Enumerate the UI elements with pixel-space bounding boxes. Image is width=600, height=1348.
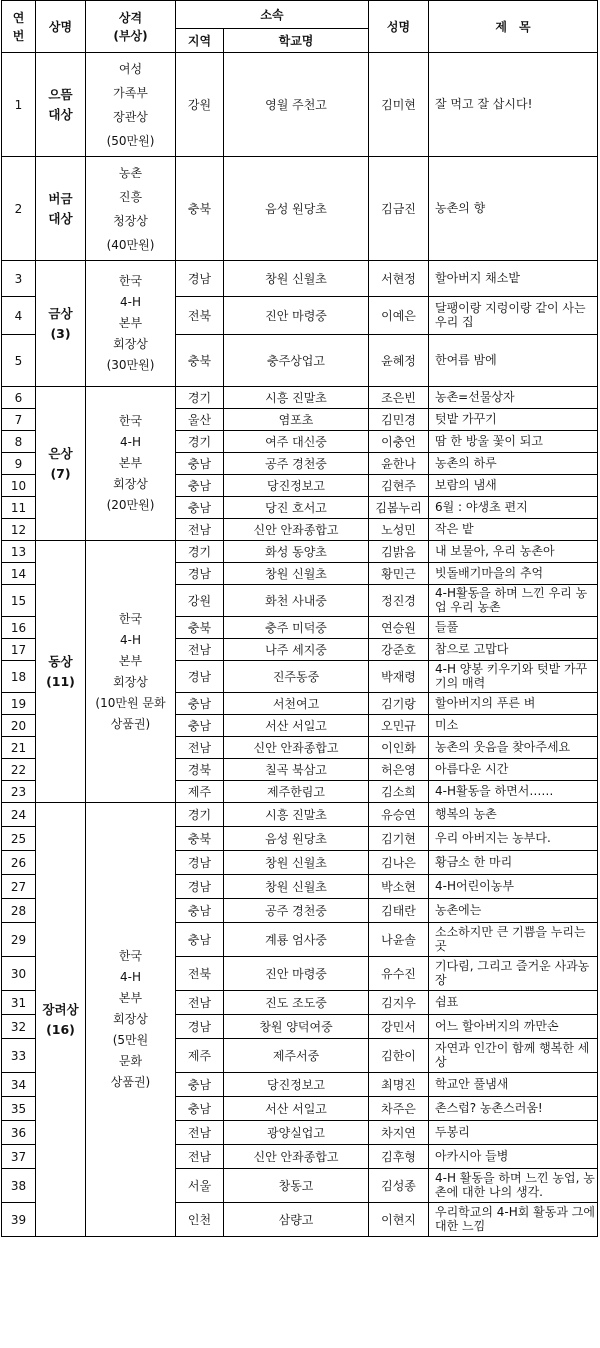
award-name: 장려상 (16) (36, 803, 86, 1237)
region-cell: 인천 (176, 1203, 224, 1237)
name-cell: 김밝음 (369, 541, 429, 563)
region-cell: 충북 (176, 335, 224, 387)
school-cell: 창원 신월초 (224, 261, 369, 297)
school-cell: 당진정보고 (224, 1073, 369, 1097)
region-cell: 제주 (176, 1039, 224, 1073)
title-cell: 아름다운 시간 (429, 759, 598, 781)
title-cell: 할아버지의 푸른 벼 (429, 693, 598, 715)
row-number: 33 (2, 1039, 36, 1073)
row-number: 13 (2, 541, 36, 563)
title-cell: 달팽이랑 지렁이랑 같이 사는 우리 집 (429, 297, 598, 335)
region-cell: 전남 (176, 1145, 224, 1169)
title-cell: 4-H활동을 하면서…… (429, 781, 598, 803)
title-cell: 보람의 냄새 (429, 475, 598, 497)
title-cell: 할아버지 채소밭 (429, 261, 598, 297)
row-number: 15 (2, 585, 36, 617)
region-cell: 충남 (176, 475, 224, 497)
name-cell: 유승연 (369, 803, 429, 827)
title-cell: 농촌=선물상자 (429, 387, 598, 409)
school-cell: 신안 안좌종합고 (224, 1145, 369, 1169)
name-cell: 이충언 (369, 431, 429, 453)
name-cell: 이현지 (369, 1203, 429, 1237)
row-number: 8 (2, 431, 36, 453)
row-number: 24 (2, 803, 36, 827)
region-cell: 경남 (176, 661, 224, 693)
name-cell: 나윤솔 (369, 923, 429, 957)
region-cell: 경기 (176, 541, 224, 563)
region-cell: 경남 (176, 1015, 224, 1039)
region-cell: 전남 (176, 1121, 224, 1145)
title-cell: 농촌의 하루 (429, 453, 598, 475)
school-cell: 서천여고 (224, 693, 369, 715)
title-cell: 행복의 농촌 (429, 803, 598, 827)
school-cell: 광양실업고 (224, 1121, 369, 1145)
table-row (2, 261, 598, 297)
name-cell: 노성민 (369, 519, 429, 541)
row-number: 39 (2, 1203, 36, 1237)
region-cell: 충북 (176, 827, 224, 851)
row-number: 37 (2, 1145, 36, 1169)
school-cell: 창원 신월초 (224, 563, 369, 585)
school-cell: 당진정보고 (224, 475, 369, 497)
school-cell: 제주서중 (224, 1039, 369, 1073)
name-cell: 강민서 (369, 1015, 429, 1039)
region-cell: 경남 (176, 261, 224, 297)
row-number: 7 (2, 409, 36, 431)
name-cell: 김한이 (369, 1039, 429, 1073)
award-grade: 한국 4-H 본부 회장상 (20만원) (86, 387, 176, 541)
award-grade: 한국 4-H 본부 회장상 (30만원) (86, 261, 176, 387)
school-cell: 여주 대신중 (224, 431, 369, 453)
table-row (2, 803, 598, 827)
region-cell: 충남 (176, 693, 224, 715)
row-number: 20 (2, 715, 36, 737)
row-number: 30 (2, 957, 36, 991)
name-cell: 김지우 (369, 991, 429, 1015)
title-cell: 한여름 밤에 (429, 335, 598, 387)
row-number: 28 (2, 899, 36, 923)
region-cell: 전남 (176, 737, 224, 759)
region-cell: 충남 (176, 497, 224, 519)
header-award: 상명 (36, 1, 86, 53)
region-cell: 충남 (176, 1073, 224, 1097)
name-cell: 차주은 (369, 1097, 429, 1121)
row-number: 4 (2, 297, 36, 335)
school-cell: 시흥 진말초 (224, 803, 369, 827)
row-number: 22 (2, 759, 36, 781)
school-cell: 염포초 (224, 409, 369, 431)
school-cell: 창원 양덕여중 (224, 1015, 369, 1039)
region-cell: 서울 (176, 1169, 224, 1203)
header-no: 연 번 (2, 1, 36, 53)
award-name: 은상 (7) (36, 387, 86, 541)
title-cell: 기다림, 그리고 즐거운 사과농장 (429, 957, 598, 991)
row-number: 19 (2, 693, 36, 715)
school-cell: 신안 안좌종합고 (224, 519, 369, 541)
school-cell: 진안 마령중 (224, 297, 369, 335)
title-cell: 농촌에는 (429, 899, 598, 923)
region-cell: 경북 (176, 759, 224, 781)
name-cell: 김금진 (369, 157, 429, 261)
name-cell: 이인화 (369, 737, 429, 759)
title-cell: 내 보물아, 우리 농촌아 (429, 541, 598, 563)
row-number: 27 (2, 875, 36, 899)
row-number: 1 (2, 53, 36, 157)
region-cell: 경남 (176, 851, 224, 875)
title-cell: 작은 밭 (429, 519, 598, 541)
school-cell: 공주 경천중 (224, 899, 369, 923)
row-number: 21 (2, 737, 36, 759)
school-cell: 시흥 진말초 (224, 387, 369, 409)
region-cell: 경기 (176, 431, 224, 453)
school-cell: 삼량고 (224, 1203, 369, 1237)
region-cell: 충남 (176, 1097, 224, 1121)
title-cell: 아카시아 들병 (429, 1145, 598, 1169)
header-region: 지역 (176, 29, 224, 53)
name-cell: 조은빈 (369, 387, 429, 409)
region-cell: 경기 (176, 387, 224, 409)
row-number: 31 (2, 991, 36, 1015)
school-cell: 제주한림고 (224, 781, 369, 803)
title-cell: 잘 먹고 잘 삽시다! (429, 53, 598, 157)
title-cell: 촌스럽? 농촌스러움! (429, 1097, 598, 1121)
name-cell: 김민경 (369, 409, 429, 431)
row-number: 25 (2, 827, 36, 851)
award-grade: 한국 4-H 본부 회장상 (5만원 문화 상품권) (86, 803, 176, 1237)
school-cell: 서산 서일고 (224, 1097, 369, 1121)
title-cell: 우리 아버지는 농부다. (429, 827, 598, 851)
row-number: 35 (2, 1097, 36, 1121)
title-cell: 4-H 양봉 키우기와 텃밭 가꾸기의 매력 (429, 661, 598, 693)
region-cell: 충남 (176, 715, 224, 737)
school-cell: 창동고 (224, 1169, 369, 1203)
title-cell: 우리학교의 4-H회 활동과 그에 대한 느낌 (429, 1203, 598, 1237)
title-cell: 땀 한 방울 꽃이 되고 (429, 431, 598, 453)
region-cell: 강원 (176, 585, 224, 617)
row-number: 14 (2, 563, 36, 585)
region-cell: 전남 (176, 519, 224, 541)
header-name: 성명 (369, 1, 429, 53)
title-cell: 쉼표 (429, 991, 598, 1015)
row-number: 36 (2, 1121, 36, 1145)
school-cell: 계룡 엄사중 (224, 923, 369, 957)
table-body (2, 53, 598, 1237)
name-cell: 김기랑 (369, 693, 429, 715)
title-cell: 4-H활동을 하며 느낀 우리 농업 우리 농촌 (429, 585, 598, 617)
name-cell: 황민근 (369, 563, 429, 585)
row-number: 3 (2, 261, 36, 297)
row-number: 10 (2, 475, 36, 497)
title-cell: 소소하지만 큰 기쁨을 누리는 곳 (429, 923, 598, 957)
name-cell: 김미현 (369, 53, 429, 157)
school-cell: 진주동중 (224, 661, 369, 693)
school-cell: 충주 미덕중 (224, 617, 369, 639)
name-cell: 차지연 (369, 1121, 429, 1145)
row-number: 18 (2, 661, 36, 693)
school-cell: 진안 마령중 (224, 957, 369, 991)
name-cell: 김성종 (369, 1169, 429, 1203)
row-number: 17 (2, 639, 36, 661)
header-title: 제 목 (429, 1, 598, 53)
header-grade: 상격 (부상) (86, 1, 176, 53)
name-cell: 김나은 (369, 851, 429, 875)
title-cell: 미소 (429, 715, 598, 737)
name-cell: 오민규 (369, 715, 429, 737)
row-number: 16 (2, 617, 36, 639)
name-cell: 윤한나 (369, 453, 429, 475)
school-cell: 창원 신월초 (224, 851, 369, 875)
region-cell: 충남 (176, 899, 224, 923)
table-row (2, 541, 598, 563)
region-cell: 충북 (176, 617, 224, 639)
title-cell: 어느 할아버지의 까만손 (429, 1015, 598, 1039)
school-cell: 영월 주천고 (224, 53, 369, 157)
header-affiliation: 소속 (176, 1, 369, 29)
region-cell: 전남 (176, 991, 224, 1015)
school-cell: 화성 동양초 (224, 541, 369, 563)
title-cell: 자연과 인간이 함께 행복한 세상 (429, 1039, 598, 1073)
name-cell: 연승원 (369, 617, 429, 639)
award-name: 동상 (11) (36, 541, 86, 803)
row-number: 9 (2, 453, 36, 475)
award-grade: 농촌 진흥 청장상 (40만원) (86, 157, 176, 261)
table-row (2, 53, 598, 157)
title-cell: 학교안 풀냄새 (429, 1073, 598, 1097)
name-cell: 강준호 (369, 639, 429, 661)
title-cell: 빗돌배기마을의 추억 (429, 563, 598, 585)
table-row (2, 157, 598, 261)
school-cell: 신안 안좌종합고 (224, 737, 369, 759)
name-cell: 김태란 (369, 899, 429, 923)
name-cell: 이예은 (369, 297, 429, 335)
name-cell: 윤혜정 (369, 335, 429, 387)
title-cell: 들풀 (429, 617, 598, 639)
award-grade: 여성 가족부 장관상 (50만원) (86, 53, 176, 157)
row-number: 34 (2, 1073, 36, 1097)
school-cell: 충주상업고 (224, 335, 369, 387)
school-cell: 음성 원당초 (224, 827, 369, 851)
title-cell: 4-H 활동을 하며 느낀 농업, 농촌에 대한 나의 생각. (429, 1169, 598, 1203)
school-cell: 공주 경천중 (224, 453, 369, 475)
name-cell: 최명진 (369, 1073, 429, 1097)
row-number: 2 (2, 157, 36, 261)
school-cell: 서산 서일고 (224, 715, 369, 737)
region-cell: 경남 (176, 875, 224, 899)
row-number: 29 (2, 923, 36, 957)
header-school: 학교명 (224, 29, 369, 53)
region-cell: 전남 (176, 639, 224, 661)
region-cell: 강원 (176, 53, 224, 157)
title-cell: 6월 : 야생초 편지 (429, 497, 598, 519)
row-number: 23 (2, 781, 36, 803)
row-number: 6 (2, 387, 36, 409)
school-cell: 창원 신월초 (224, 875, 369, 899)
row-number: 38 (2, 1169, 36, 1203)
title-cell: 텃밭 가꾸기 (429, 409, 598, 431)
row-number: 32 (2, 1015, 36, 1039)
name-cell: 박소현 (369, 875, 429, 899)
school-cell: 음성 원당초 (224, 157, 369, 261)
title-cell: 참으로 고맙다 (429, 639, 598, 661)
award-name: 으뜸 대상 (36, 53, 86, 157)
award-name: 버금 대상 (36, 157, 86, 261)
region-cell: 울산 (176, 409, 224, 431)
region-cell: 충남 (176, 923, 224, 957)
name-cell: 김봄누리 (369, 497, 429, 519)
region-cell: 제주 (176, 781, 224, 803)
title-cell: 농촌의 향 (429, 157, 598, 261)
row-number: 12 (2, 519, 36, 541)
school-cell: 칠곡 북삼고 (224, 759, 369, 781)
name-cell: 허은영 (369, 759, 429, 781)
row-number: 5 (2, 335, 36, 387)
name-cell: 김현주 (369, 475, 429, 497)
name-cell: 유수진 (369, 957, 429, 991)
school-cell: 당진 호서고 (224, 497, 369, 519)
school-cell: 진도 조도중 (224, 991, 369, 1015)
school-cell: 화천 사내중 (224, 585, 369, 617)
name-cell: 김후형 (369, 1145, 429, 1169)
row-number: 26 (2, 851, 36, 875)
name-cell: 박재령 (369, 661, 429, 693)
region-cell: 경기 (176, 803, 224, 827)
award-grade: 한국 4-H 본부 회장상 (10만원 문화 상품권) (86, 541, 176, 803)
title-cell: 두봉리 (429, 1121, 598, 1145)
name-cell: 서현정 (369, 261, 429, 297)
title-cell: 황금소 한 마리 (429, 851, 598, 875)
region-cell: 충남 (176, 453, 224, 475)
region-cell: 전북 (176, 297, 224, 335)
region-cell: 전북 (176, 957, 224, 991)
award-name: 금상 (3) (36, 261, 86, 387)
region-cell: 경남 (176, 563, 224, 585)
region-cell: 충북 (176, 157, 224, 261)
award-table (1, 0, 598, 1237)
table-row (2, 387, 598, 409)
title-cell: 4-H어린이농부 (429, 875, 598, 899)
title-cell: 농촌의 웃음을 찾아주세요 (429, 737, 598, 759)
name-cell: 정진경 (369, 585, 429, 617)
name-cell: 김소희 (369, 781, 429, 803)
row-number: 11 (2, 497, 36, 519)
name-cell: 김기현 (369, 827, 429, 851)
school-cell: 나주 세지중 (224, 639, 369, 661)
